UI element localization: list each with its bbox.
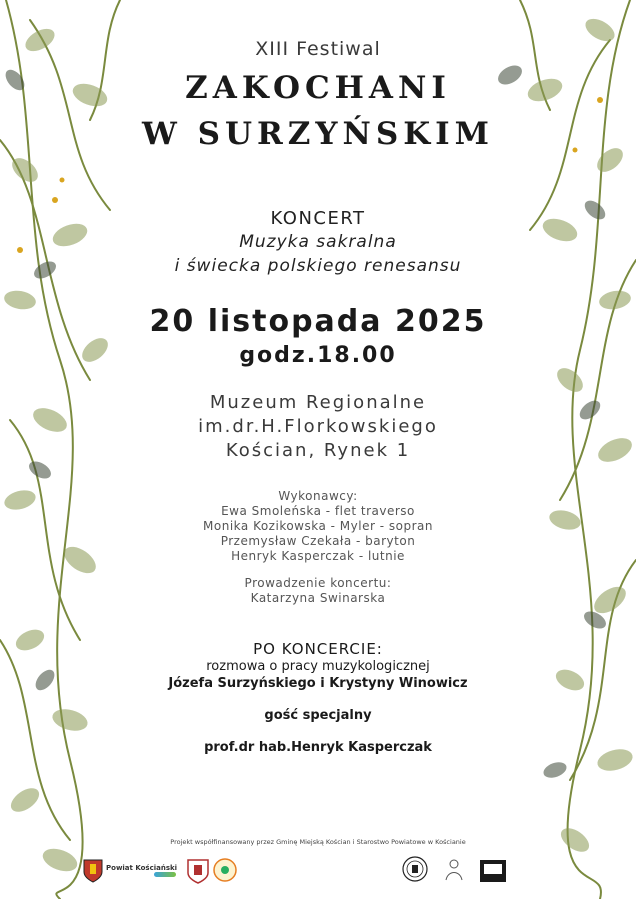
kościan-coat-of-arms-logo xyxy=(82,858,104,884)
powiat-logo-wave xyxy=(154,872,176,877)
concert-date: 20 listopada 2025 xyxy=(149,304,487,339)
host-name: Katarzyna Swinarska xyxy=(250,591,386,605)
festival-title-line2: W SURZYŃSKIM xyxy=(141,116,495,152)
piano-logo xyxy=(478,856,508,884)
concert-subtitle-line1: Muzyka sakralna xyxy=(239,232,397,252)
festival-figure-logo xyxy=(440,856,468,884)
venue-line2: im.dr.H.Florkowskiego xyxy=(198,416,438,437)
cofunding-note: Projekt współfinansowany przez Gminę Miejską Kościan i Starostwo Powiatowe w Kościanie xyxy=(170,838,466,846)
county-emblem-logo xyxy=(186,858,210,884)
performer-item: Przemysław Czekała - baryton xyxy=(220,534,416,548)
powiat-koscianski-logo xyxy=(106,864,178,880)
concert-label: KONCERT xyxy=(270,208,366,229)
performer-item: Ewa Smoleńska - flet traverso xyxy=(221,504,415,518)
concert-time: godz.18.00 xyxy=(239,343,397,368)
festival-edition: XIII Festiwal xyxy=(255,38,381,60)
host-heading: Prowadzenie koncertu: xyxy=(244,576,392,590)
festival-title-line1: ZAKOCHANI xyxy=(185,70,451,106)
talk-line2: Józefa Surzyńskiego i Krystyny Winowicz xyxy=(168,676,468,691)
guest-label: gość specjalny xyxy=(264,708,372,723)
powiat-logo-text: Powiat Kościański xyxy=(106,864,178,872)
performer-item: Henryk Kasperczak - lutnie xyxy=(231,549,405,563)
cultural-center-logo xyxy=(213,858,237,882)
performers-heading: Wykonawcy: xyxy=(278,489,358,503)
after-concert-heading: PO KONCERCIE: xyxy=(253,640,383,658)
guest-name: prof.dr hab.Henryk Kasperczak xyxy=(204,740,432,755)
regional-museum-seal-logo xyxy=(402,856,428,882)
venue-line1: Muzeum Regionalne xyxy=(209,392,427,413)
concert-subtitle-line2: i świecka polskiego renesansu xyxy=(174,256,462,276)
performer-item: Monika Kozikowska - Myler - sopran xyxy=(203,519,433,533)
venue-line3: Kościan, Rynek 1 xyxy=(225,440,411,461)
talk-line1: rozmowa o pracy muzykologicznej xyxy=(206,659,430,674)
